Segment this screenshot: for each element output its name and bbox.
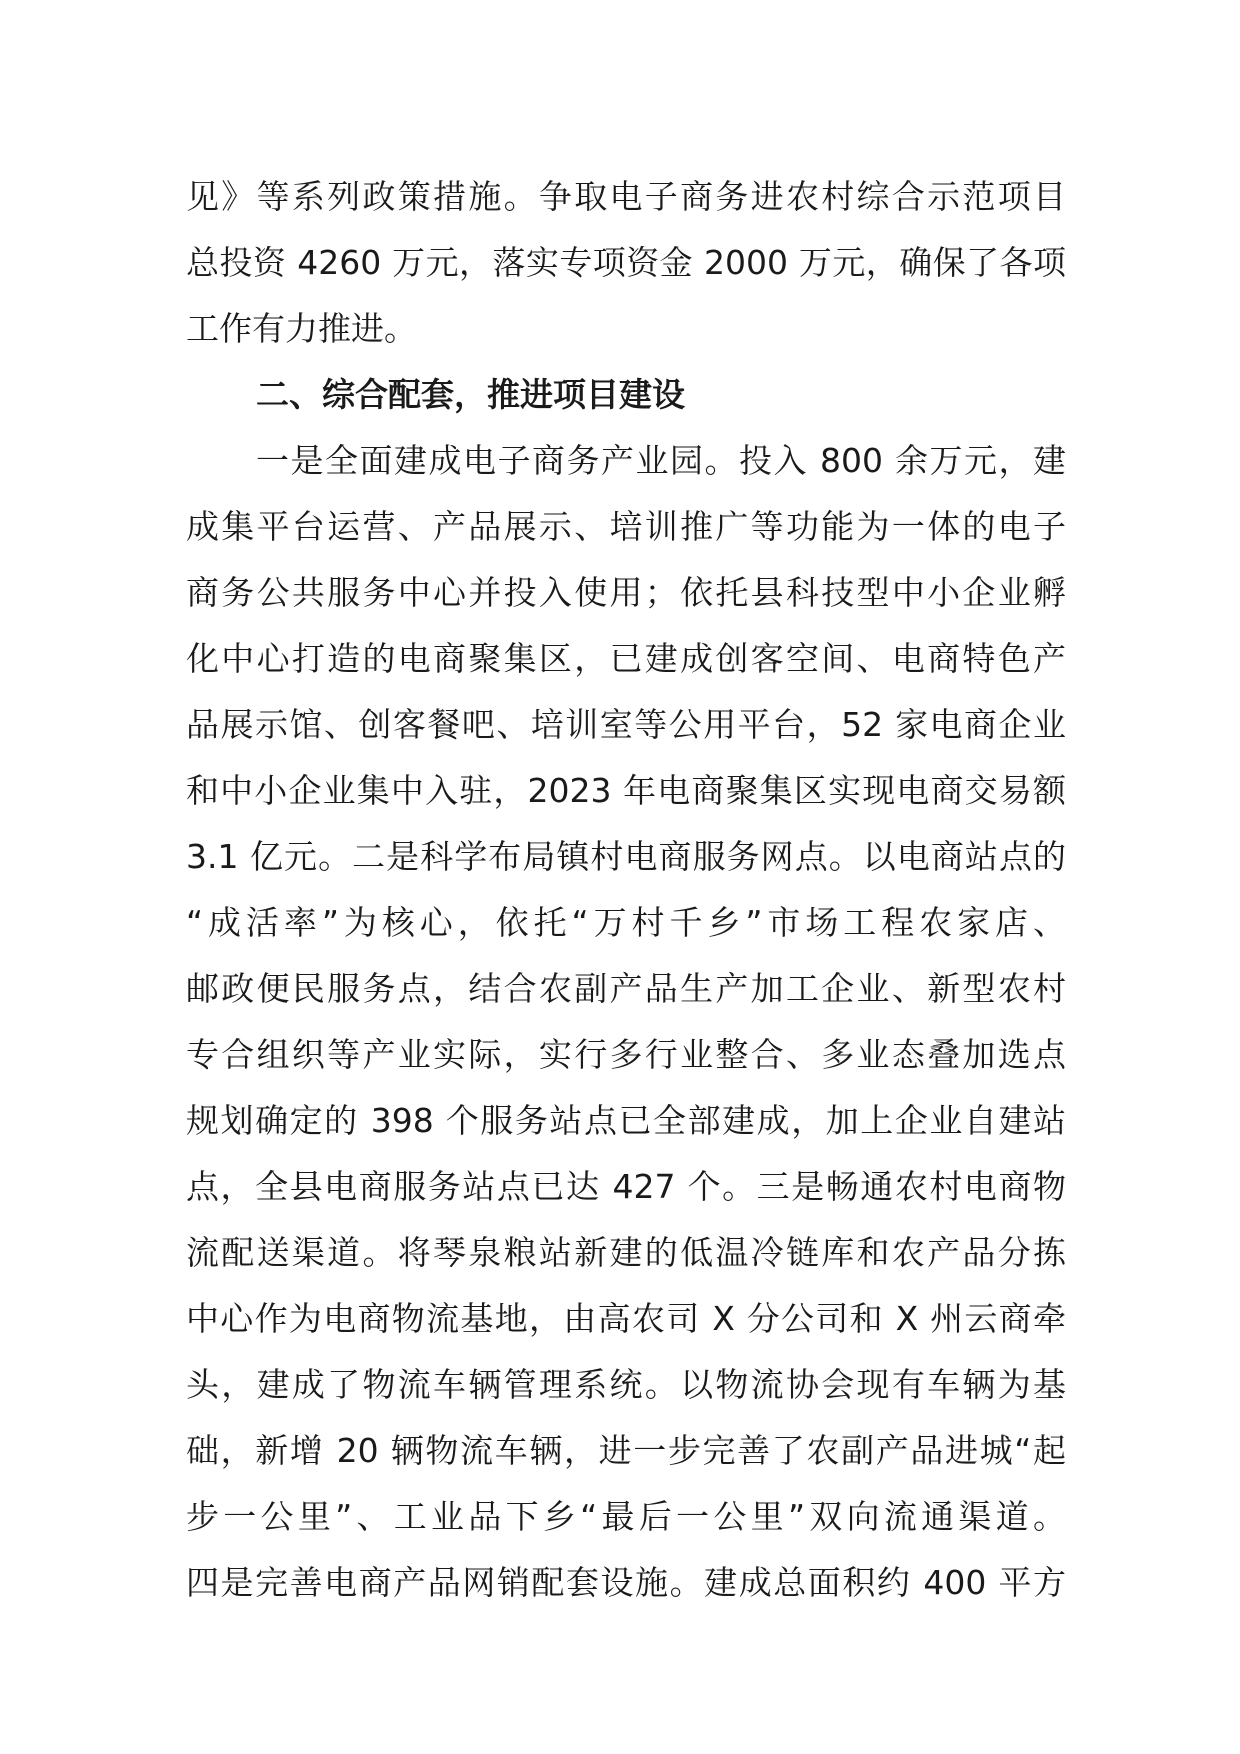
paragraph-line: 见》等系列政策措施。争取电子商务进农村综合示范项目 [186,177,1066,216]
paragraph-line: 专合组织等产业实际，实行多行业整合、多业态叠加选点 [186,1035,1066,1074]
paragraph-line: 四是完善电商产品网销配套设施。建成总面积约 400 平方 [186,1563,1066,1602]
paragraph-line: 规划确定的 398 个服务站点已全部建成，加上企业自建站 [186,1101,1066,1140]
paragraph-line: 邮政便民服务点，结合农副产品生产加工企业、新型农村 [186,969,1066,1008]
paragraph-line: “成活率”为核心，依托“万村千乡”市场工程农家店、 [186,903,1066,942]
paragraph-line: 化中心打造的电商聚集区，已建成创客空间、电商特色产 [186,639,1066,678]
paragraph-line: 头，建成了物流车辆管理系统。以物流协会现有车辆为基 [186,1365,1066,1404]
paragraph-line: 一是全面建成电子商务产业园。投入 800 余万元，建 [256,441,1066,480]
paragraph-line: 步一公里”、工业品下乡“最后一公里”双向流通渠道。 [186,1497,1066,1536]
paragraph-line: 流配送渠道。将琴泉粮站新建的低温冷链库和农产品分拣 [186,1233,1066,1272]
paragraph-line: 点，全县电商服务站点已达 427 个。三是畅通农村电商物 [186,1167,1066,1206]
paragraph-line: 工作有力推进。 [186,309,417,348]
paragraph-line: 总投资 4260 万元，落实专项资金 2000 万元，确保了各项 [186,243,1066,282]
paragraph-line: 成集平台运营、产品展示、培训推广等功能为一体的电子 [186,507,1066,546]
paragraph-line: 品展示馆、创客餐吧、培训室等公用平台，52 家电商企业 [186,705,1066,744]
paragraph-line: 3.1 亿元。二是科学布局镇村电商服务网点。以电商站点的 [186,837,1066,876]
paragraph-line: 础，新增 20 辆物流车辆，进一步完善了农副产品进城“起 [186,1431,1066,1470]
section-heading: 二、综合配套，推进项目建设 [256,375,685,414]
paragraph-line: 和中小企业集中入驻，2023 年电商聚集区实现电商交易额 [186,771,1066,810]
paragraph-line: 商务公共服务中心并投入使用；依托县科技型中小企业孵 [186,573,1066,612]
paragraph-line: 中心作为电商物流基地，由高农司 X 分公司和 X 州云商牵 [186,1299,1066,1338]
